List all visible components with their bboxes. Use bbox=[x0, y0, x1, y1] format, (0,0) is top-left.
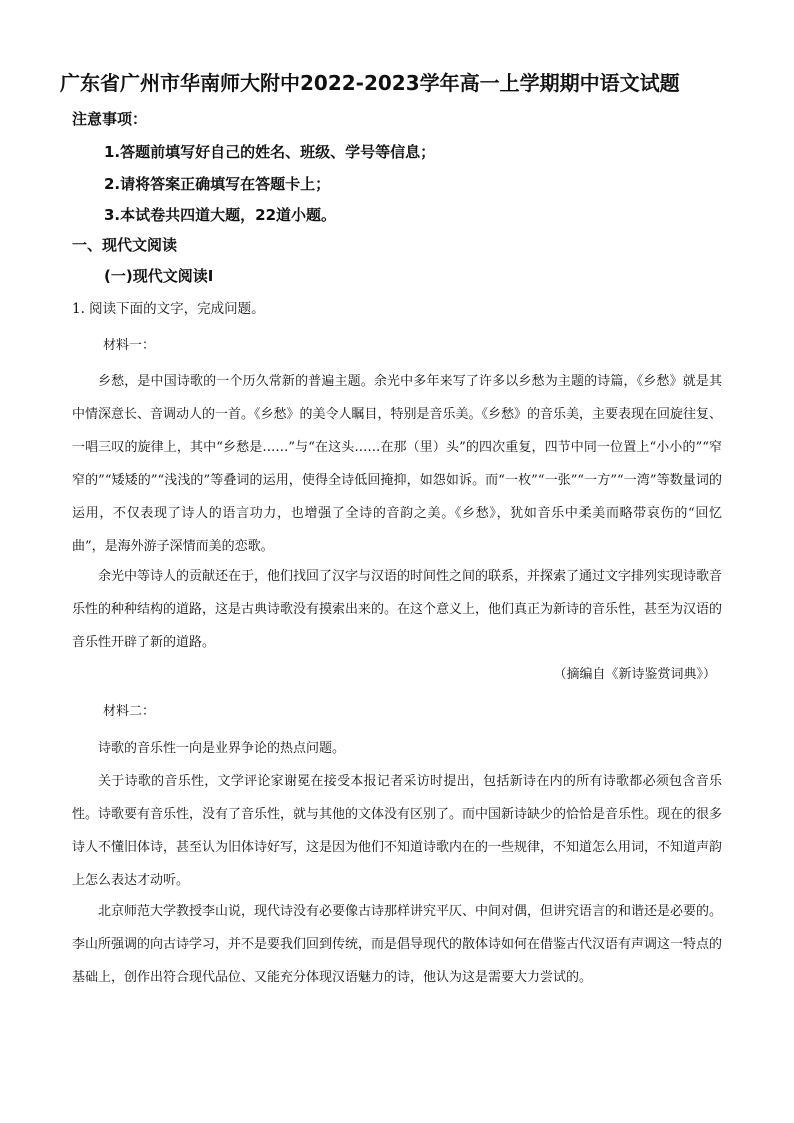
notice-heading: 注意事项： bbox=[72, 110, 148, 128]
material-1-label: 材料一： bbox=[103, 338, 156, 353]
exam-title: 广东省广州市华南师大附中2022-2023学年高一上学期期中语文试题 bbox=[60, 71, 680, 95]
material-2-paragraph-1: 诗歌的音乐性一向是业界争论的热点问题。 bbox=[98, 741, 346, 756]
notice-item-1: 1.答题前填写好自己的姓名、班级、学号等信息； bbox=[104, 143, 436, 161]
notice-item-2: 2.请将答案正确填写在答题卡上； bbox=[104, 175, 331, 193]
material-1-paragraph-1: 乡愁，是中国诗歌的一个历久常新的普遍主题。余光中多年来写了许多以乡愁为主题的诗篇，《乡愁》就是其中情深意长、音调动人的一首。《乡愁》的美令人瞩目，特别是音乐美。《乡愁》的音乐美，主要表现在回旋往复、一唱三叹的旋律上，其中“乡愁是……”与“在这头……在那（里）头”的四次重复，四节中同一位置上“小小的”“窄窄的”“矮矮的”“浅浅的”等叠词的运用，使得全诗低回掩抑，如怨如诉。而“一枚”“一张”“一方”“一湾”等数量词的运用，不仅表现了诗人的语言功力，也增强了全诗的音韵之美。《乡愁》，犹如音乐中柔美而略带哀伤的“回忆曲”，是海外游子深情而美的恋歌。 bbox=[72, 374, 723, 554]
material-2-label: 材料二： bbox=[103, 704, 156, 719]
material-2-paragraph-2: 关于诗歌的音乐性，文学评论家谢冕在接受本报记者采访时提出，包括新诗在内的所有诗歌都必须包含音乐性。诗歌要有音乐性，没有了音乐性，就与其他的文体没有区别了。而中国新诗缺少的恰恰是音乐性。现在的很多诗人不懂旧体诗，甚至认为旧体诗好写，这是因为他们不知道诗歌内在的一些规律，不知道怎么用词，不知道声韵上怎么表达才动听。 bbox=[72, 774, 723, 888]
section-heading-modern-reading: 一、现代文阅读 bbox=[72, 236, 178, 254]
subsection-heading-reading-1: (一)现代文阅读Ⅰ bbox=[104, 267, 214, 285]
question-1-prompt: 1. 阅读下面的文字，完成问题。 bbox=[72, 301, 265, 317]
notice-item-3: 3.本试卷共四道大题，22道小题。 bbox=[104, 206, 337, 224]
material-1-paragraph-2: 余光中等诗人的贡献还在于，他们找回了汉字与汉语的时间性之间的联系，并探索了通过文字排列实现诗歌音乐性的种种结构的道路，这是古典诗歌没有摸索出来的。在这个意义上，他们真正为新诗的音乐性，甚至为汉语的音乐性开辟了新的道路。 bbox=[72, 569, 723, 650]
material-1-source: （摘编自《新诗鉴赏词典》） bbox=[553, 667, 716, 682]
material-2-paragraph-3: 北京师范大学教授李山说，现代诗没有必要像古诗那样讲究平仄、中间对偶，但讲究语言的和谐还是必要的。李山所强调的向古诗学习，并不是要我们回到传统，而是倡导现代的散体诗如何在借鉴古代汉语有声调这一特点的基础上，创作出符合现代品位、又能充分体现汉语魅力的诗，他认为这是需要大力尝试的。 bbox=[72, 904, 723, 985]
